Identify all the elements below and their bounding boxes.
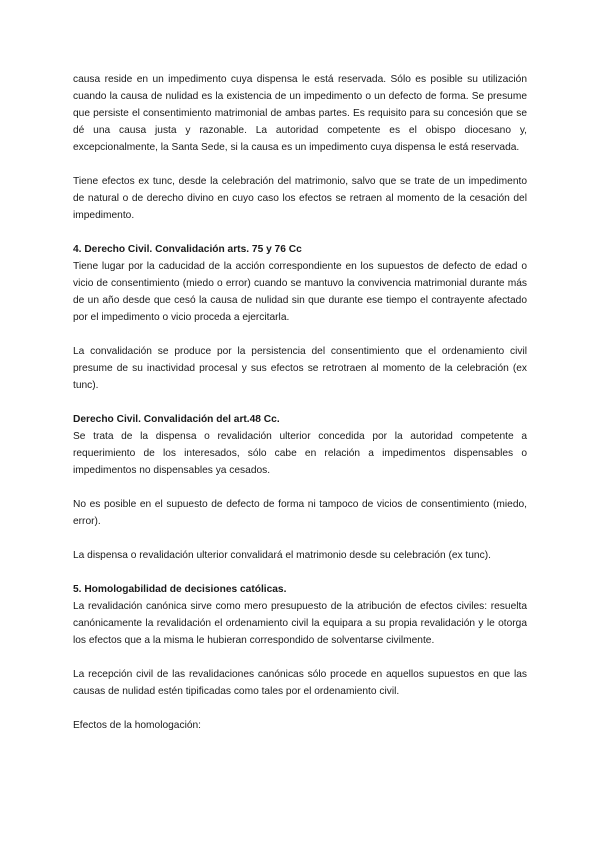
paragraph-revalidacion-canonica: La revalidación canónica sirve como mero presupuesto de la atribución de efectos civiles: resuelta canónicamente la revalidación el ordenamiento civil la equipara a su propia revalidación y le otorga los efectos que a la misma le hubieran correspondido de solventarse civilmente. <box>73 601 527 646</box>
heading-convalidacion-48: Derecho Civil. Convalidación del art.48 Cc. <box>73 414 280 425</box>
paragraph-recepcion-civil: La recepción civil de las revalidaciones canónicas sólo procede en aquellos supuestos en que las causas de nulidad estén tipificadas como tales por el ordenamiento civil. <box>73 669 527 697</box>
paragraph-efectos-homologacion: Efectos de la homologación: <box>73 720 201 731</box>
paragraph-caducidad: Tiene lugar por la caducidad de la acción correspondiente en los supuestos de defecto de edad o vicio de consentimiento (miedo o error) cuando se mantuvo la convivencia matrimonial durante más de un año desde que cesó la causa de nulidad sin que durante ese tiempo el contrayente afectado por el impedimento o vicio proceda a ejercitarla. <box>73 261 527 323</box>
paragraph-dispensa: causa reside en un impedimento cuya dispensa le está reservada. Sólo es posible su utilización cuando la causa de nulidad es la existencia de un impedimento o un defecto de forma. Se presume que persiste el consentimiento matrimonial de ambas partes. Es requisito para su concesión que se dé una causa justa y razonable. La autoridad competente es el obispo diocesano y, excepcionalmente, la Santa Sede, si la causa es un impedimento cuya dispensa le está reservada. <box>73 74 527 153</box>
paragraph-efectos-ex-tunc: Tiene efectos ex tunc, desde la celebración del matrimonio, salvo que se trate de un impedimento de natural o de derecho divino en cuyo caso los efectos se retraen al momento de la cesación del impedimento. <box>73 176 527 221</box>
heading-homologabilidad: 5. Homologabilidad de decisiones católicas. <box>73 584 287 595</box>
paragraph-revalidacion-ulterior: Se trata de la dispensa o revalidación ulterior concedida por la autoridad competente a requerimiento de los interesados, sólo cabe en relación a impedimentos dispensables o impedimentos no dispensables ya cesados. <box>73 431 527 476</box>
paragraph-no-posible: No es posible en el supuesto de defecto de forma ni tampoco de vicios de consentimiento (miedo, error). <box>73 499 527 527</box>
paragraph-convalidara: La dispensa o revalidación ulterior convalidará el matrimonio desde su celebración (ex tunc). <box>73 550 491 561</box>
heading-convalidacion-75-76: 4. Derecho Civil. Convalidación arts. 75 y 76 Cc <box>73 244 302 255</box>
paragraph-persistencia: La convalidación se produce por la persistencia del consentimiento que el ordenamiento civil presume de su inactividad procesal y sus efectos se retrotraen al momento de la celebración (ex tunc). <box>73 346 527 391</box>
document-page <box>73 71 527 734</box>
